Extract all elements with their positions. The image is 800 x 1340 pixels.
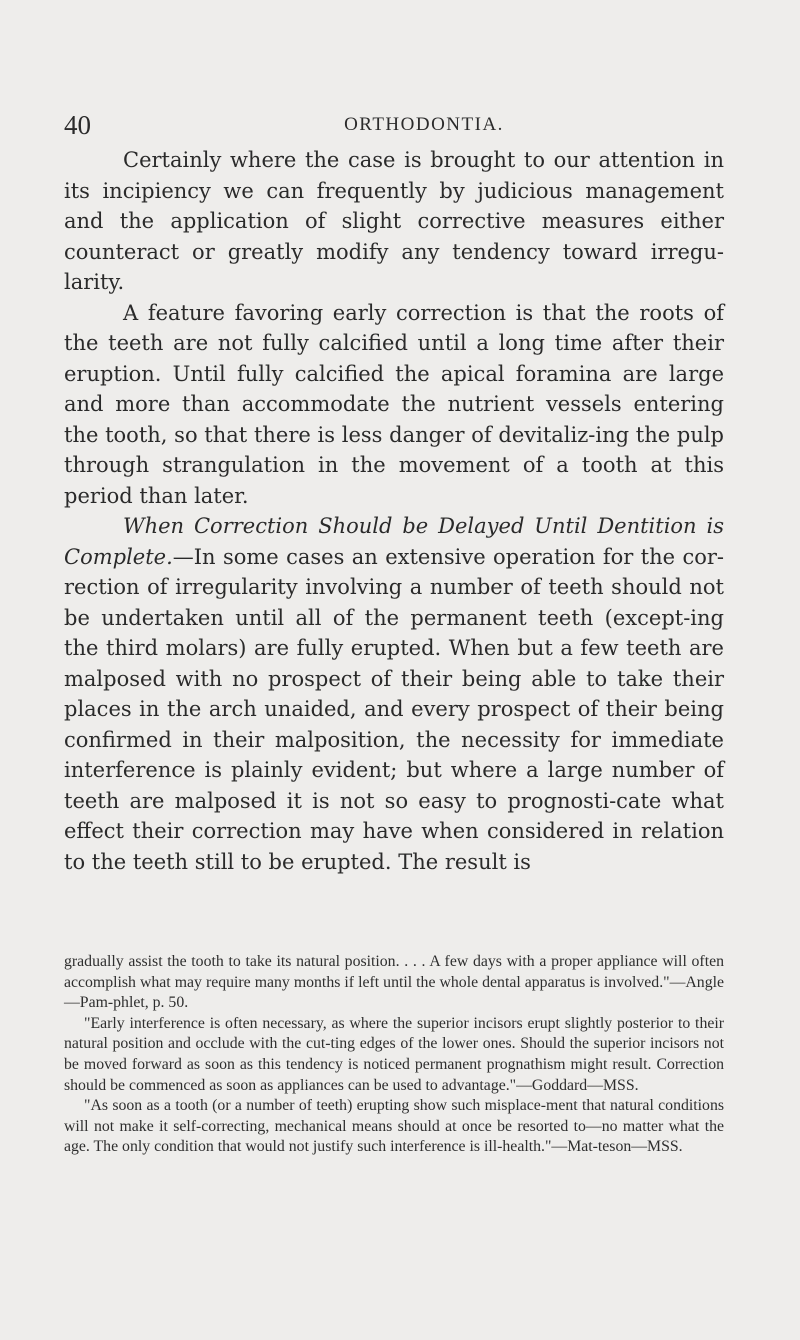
running-head (64, 110, 724, 140)
running-title: ORTHODONTIA. (344, 114, 504, 135)
paragraph-1: Certainly where the case is brought to our attention in its incipiency we can frequently by judicious management and the application of slight corrective measures either counteract or greatly modify any tendency toward irregu-larity. (64, 148, 724, 294)
footnotes (64, 952, 724, 1158)
body-text (64, 145, 724, 877)
footnote-3: "As soon as a tooth (or a number of teeth) erupting show such misplace-ment that natural conditions will not make it self-correcting, mechanical means should at once be resorted to—no matter what the age. The only condition that would not justify such interference is ill-health."—Mat-teson—MSS. (64, 1097, 724, 1156)
paragraph-2: A feature favoring early correction is that the roots of the teeth are not fully calcified until a long time after their eruption. Until fully calcified the apical foramina are large and more than accommodate the nutrient vessels entering the tooth, so that there is less danger of devitaliz-ing the pulp through strangulation in the movement of a tooth at this period than later. (64, 300, 724, 508)
page-number: 40 (64, 110, 91, 140)
footnote-1: gradually assist the tooth to take its natural position. . . . A few days with a proper appliance will often accomplish what may require many months if left until the whole dental apparatus is involved."—Angle—Pam-phlet, p. 50. (64, 953, 724, 1012)
paragraph-3 (64, 511, 724, 877)
section-heading: When Correction Should be Delayed Until Dentition is Complete. (64, 514, 724, 569)
paragraph-3-text: —In some cases an extensive operation for the cor-rection of irregularity involving a number of teeth should not be undertaken until all of the permanent teeth (except-ing the third molars) are fully erupted. When but a few teeth are malposed with no prospect of their being able to take their places in the arch unaided, and every prospect of their being confirmed in their malposition, the necessity for immediate interference is plainly evident; but where a large number of teeth are malposed it is not so easy to prognosti-cate what effect their correction may have when considered in relation to the teeth still to be erupted. The result is (64, 544, 724, 874)
footnote-2: "Early interference is often necessary, as where the superior incisors erupt slightly posterior to their natural position and occlude with the cut-ting edges of the lower ones. Should the superior incisors not be moved forward as soon as this tendency is noticed permanent prognathism might result. Correction should be commenced as soon as appliances can be used to advantage."—Goddard—MSS. (64, 1014, 724, 1094)
